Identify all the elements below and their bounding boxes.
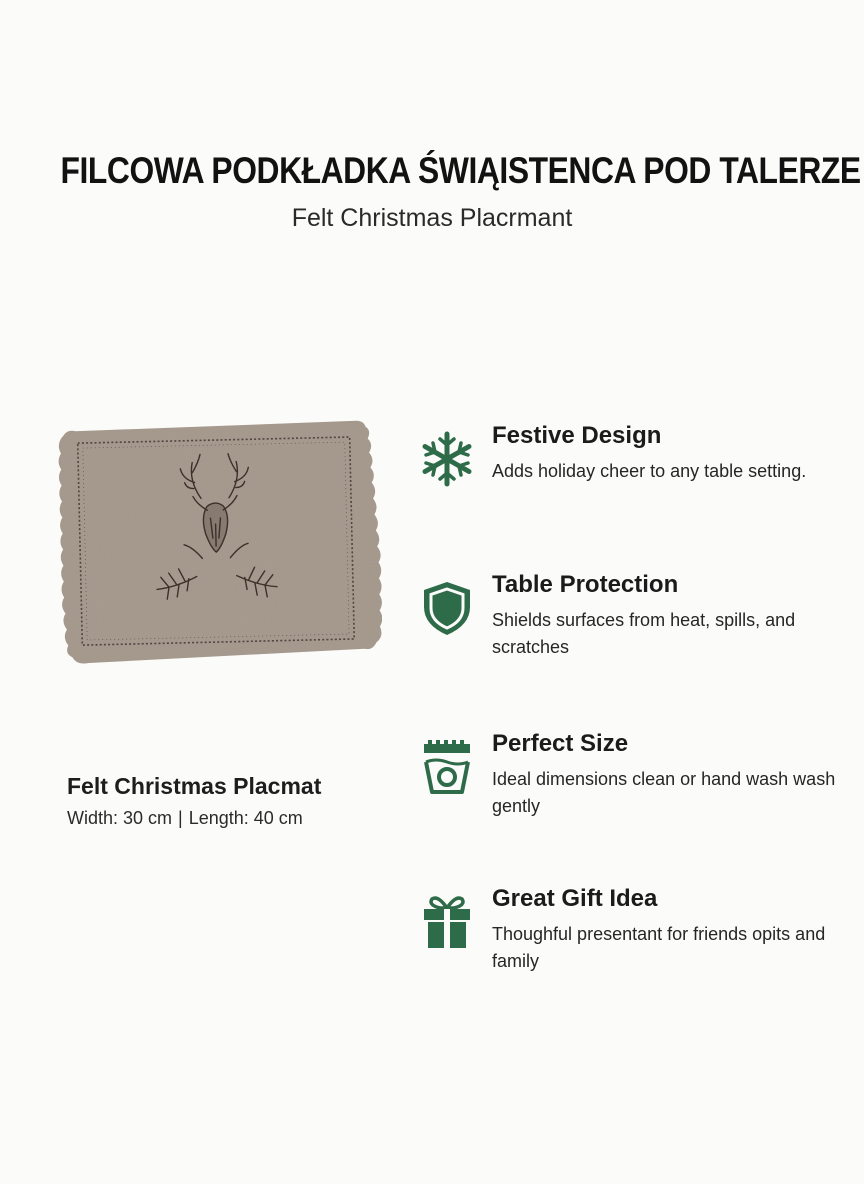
feature-title: Festive Design <box>492 422 662 449</box>
feature-description: Thoughful presentant for friends opits and family <box>492 924 826 971</box>
wash-icon <box>418 738 476 796</box>
placemat-image <box>56 418 382 666</box>
length-label: Length: 40 cm <box>188 808 303 828</box>
shield-icon <box>418 579 476 637</box>
feature-title: Great Gift Idea <box>492 885 658 912</box>
feature-title: Perfect Size <box>492 730 629 757</box>
feature-description: Adds holiday cheer to any table setting. <box>492 461 807 481</box>
product-name: Felt Christmas Placmat <box>67 773 322 799</box>
feature-description: Ideal dimensions clean or hand wash wash gently <box>492 769 836 816</box>
page-title: FILCOWA PODKŁADKA ŚWIĄISTENCA POD TALERZE <box>60 150 861 191</box>
product-dimensions <box>67 808 303 829</box>
feature-description: Shields surfaces from heat, spills, and scratches <box>492 610 796 657</box>
snowflake-icon <box>418 430 476 488</box>
dimension-separator: | <box>178 808 183 828</box>
width-label: Width: 30 cm <box>67 808 173 828</box>
gift-icon <box>418 893 476 951</box>
page-subtitle: Felt Christmas Placrmant <box>291 204 573 232</box>
feature-title: Table Protection <box>492 571 679 598</box>
